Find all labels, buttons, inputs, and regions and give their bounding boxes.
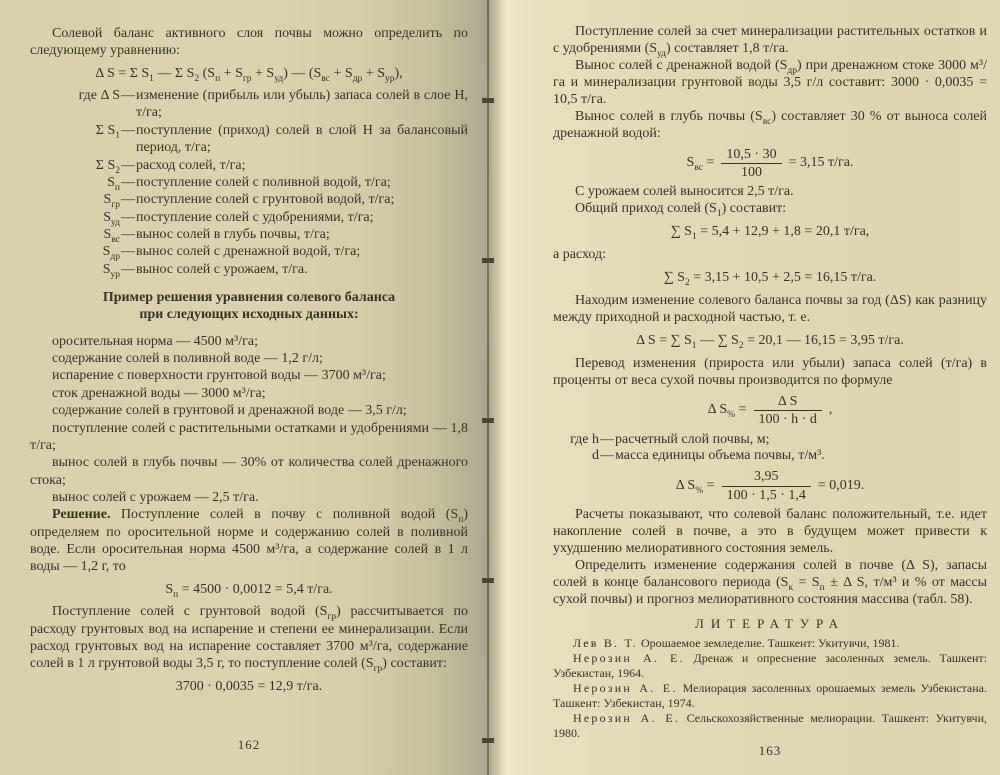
page-number: 162 bbox=[237, 737, 261, 752]
definition-text: изменение (прибыль или убыль) запаса солей в слое Н, т/га; bbox=[136, 88, 468, 121]
paragraph-nahodim: Находим изменение солевого баланса почвы за год (ΔS) как разницу между приходной и расходной частью, т. е. bbox=[553, 293, 987, 325]
example-heading: Пример решения уравнения солевого баланса при следующих исходных данных: bbox=[102, 290, 396, 323]
where-block bbox=[553, 432, 987, 466]
book-gutter bbox=[473, 0, 505, 775]
definition-text: вынос солей с урожаем, т/га. bbox=[136, 261, 308, 277]
left-page bbox=[0, 0, 473, 775]
definition-term: где Δ S bbox=[78, 88, 120, 104]
definition-row: $S_{ур}$ — вынос солей с урожаем, т/га. bbox=[30, 261, 468, 278]
reference-item bbox=[553, 651, 987, 681]
given-item: содержание солей в грунтовой и дренажной воде — 3,5 г/л; bbox=[52, 403, 407, 419]
equation-sgr: 3700 · 0,0035 = 12,9 т/га. bbox=[175, 678, 323, 694]
reference-author: Нерозин А. Е. bbox=[573, 650, 685, 665]
paragraph-svs: Вынос солей в глубь почвы $(S_{вс})$ составляет 30 % от выноса солей дренажной водой: bbox=[553, 108, 987, 141]
fraction-equation-formula: Δ $S_{\%}$ = $\frac{\text{Δ S}}{100 \cdot h \cdot d}$ , bbox=[707, 393, 833, 428]
fraction: $\frac{10,5 \cdot 30}{100}$ bbox=[721, 147, 781, 181]
definition-row: $S_{гр}$ — поступление солей с грунтовой водой, т/га; bbox=[30, 191, 468, 208]
given-item: вынос солей с урожаем — 2,5 т/га. bbox=[52, 489, 259, 505]
paragraph-rashod: а расход: bbox=[553, 247, 607, 263]
given-item: испарение с поверхности грунтовой воды — 3700 м³/га; bbox=[52, 368, 386, 384]
paragraph-perevod: Перевод изменения (прироста или убыли) запаса солей (т/га) в проценты от веса сухой почвы производится по формуле bbox=[553, 355, 987, 388]
solution-paragraph: Решение. Поступление солей в почву с поливной водой $(S_п)$ определяем по оросительной норме и содержанию солей в поливной воде. Если оросительная норма 4500 м³/га, а содержание солей в 1 л воды — 1,2 г, то bbox=[30, 507, 468, 575]
definition-row: $S_п$ — поступление солей с поливной водой, т/га; bbox=[30, 174, 468, 191]
left-page-content bbox=[30, 25, 468, 725]
definition-row: $S_{вс}$ — вынос солей в глубь почвы, т/га; bbox=[30, 226, 468, 243]
definition-term: Σ $S_2$ bbox=[95, 157, 120, 176]
reference-author: Лев В. Т. bbox=[573, 635, 638, 650]
main-equation: Δ S = Σ $S_1$ — Σ $S_2$ $(S_п + S_{гр} + S_{уд})$ — $(S_{вс} + S_{др} + S_{ур})$, bbox=[95, 65, 403, 84]
reference-item bbox=[553, 681, 987, 711]
binding-stitches bbox=[482, 0, 494, 775]
page-number: 163 bbox=[758, 743, 782, 758]
right-page-content bbox=[553, 24, 987, 740]
reference-author: Нерозин А. Е. bbox=[573, 680, 678, 695]
where-row: где h — расчетный слой почвы, м; bbox=[570, 431, 770, 447]
reference-author: Нерозин А. Е. bbox=[573, 710, 681, 725]
definition-row: где Δ S — изменение (прибыль или убыль) запаса солей в слое Н, т/га; bbox=[30, 87, 468, 122]
equation-sp: $S_п = 4500 \cdot 0,0012 = 5,4$ т/га. bbox=[165, 581, 333, 600]
definition-row: Σ $S_2$ — расход солей, т/га; bbox=[30, 157, 468, 174]
where-row: d — масса единицы объема почвы, т/м³. bbox=[592, 448, 825, 464]
reference-item bbox=[553, 636, 987, 651]
definition-term: $S_п$ bbox=[107, 174, 120, 193]
paragraph-sud: Поступление солей за счет минерализации растительных остатков и с удобрениями $(S_{уд})$ составляет 1,8 т/га. bbox=[553, 24, 987, 59]
reference-text: Орошаемое земледелие. Ташкент: Укитувчи, 1981. bbox=[640, 635, 900, 650]
given-item: оросительная норма — 4500 м³/га; bbox=[52, 333, 258, 349]
given-item: вынос солей в глубь почвы — 30% от количества солей дренажного стока; bbox=[30, 455, 468, 488]
definition-text: поступление солей с грунтовой водой, т/га; bbox=[136, 192, 395, 208]
definition-term: $S_{ур}$ bbox=[102, 261, 120, 280]
paragraph-sdr: Вынос солей с дренажной водой $(S_{др})$ при дренажном стоке 3000 м³/га и минерализации грунтовой воды 3,5 г/л составит: 3000 · 0,0035 = 10,5 т/га. bbox=[553, 57, 987, 107]
equation-delta: Δ S = ∑ $S_1$ — ∑ $S_2 = 20,1$ — 16,15 = 3,95 т/га. bbox=[636, 332, 904, 351]
definition-term: Σ $S_1$ bbox=[95, 122, 120, 141]
definition-text: вынос солей в глубь почвы, т/га; bbox=[136, 226, 330, 242]
definition-text: поступление (приход) солей в слой Н за балансовый период, т/га; bbox=[136, 122, 468, 156]
definitions-block bbox=[30, 87, 468, 278]
definition-term: $S_{гр}$ bbox=[103, 192, 120, 211]
fraction-equation-calc: Δ $S_{\%}$ = $\frac{3,95}{100 \cdot 1,5 \cdot 1,4}$ = 0,019. bbox=[675, 469, 865, 503]
definition-term: $S_{вс}$ bbox=[103, 226, 120, 245]
fraction-equation-svs: $S_{вс}$ = $\frac{10,5 \cdot 30}{100}$ = 3,15 т/га. bbox=[686, 146, 854, 180]
paragraph-raschety: Расчеты показывают, что солевой баланс положительный, т.е. идет накопление солей в почве, а это в будущем может привести к ухудшению мелиоративного состояния земель. bbox=[553, 507, 987, 557]
given-item: содержание солей в поливной воде — 1,2 г/л; bbox=[52, 351, 323, 367]
paragraph-sgr: Поступление солей с грунтовой водой $(S_{гр})$ рассчитывается по расходу грунтовых вод на испарение и степени ее минерализации. Если расход грунтовых вод на испарение составляет 3700 м³/га, содержание солей в 1 л грунтовой воды 3,5 г, то поступление солей $(S_{гр})$ составит: bbox=[30, 604, 468, 675]
references-list bbox=[553, 636, 987, 741]
given-item: поступление солей с растительными остатками и удобрениями — 1,8 т/га; bbox=[30, 420, 468, 453]
reference-text: Дренаж и опреснение засоленных земель. Ташкент: Узбекистан, 1964. bbox=[553, 650, 987, 680]
definition-text: вынос солей с дренажной водой, т/га; bbox=[136, 244, 361, 260]
reference-text: Сельскохозяйственные мелиорации. Ташкент: Укитувчи, 1980. bbox=[553, 710, 987, 740]
reference-text: Мелиорация засоленных орошаемых земель Узбекистана. Ташкент: Узбекистан, 1974. bbox=[553, 680, 987, 710]
right-page bbox=[505, 0, 1000, 775]
fraction: $\frac{3,95}{100 \cdot 1,5 \cdot 1,4}$ bbox=[722, 469, 811, 503]
literature-heading: ЛИТЕРАТУРА bbox=[695, 615, 845, 631]
equation-sum1: ∑ $S_1 = 5,4 + 12,9 + 1,8 = 20,1$ т/га, bbox=[670, 224, 870, 243]
reference-item bbox=[553, 711, 987, 741]
given-item: сток дренажной воды — 3000 м³/га; bbox=[52, 385, 266, 401]
given-data-list bbox=[30, 333, 468, 507]
fraction: $\frac{\text{Δ S}}{100 \cdot h \cdot d}$ bbox=[754, 394, 822, 428]
definition-row: $S_{др}$ — вынос солей с дренажной водой, т/га; bbox=[30, 243, 468, 260]
paragraph-opredelit: Определить изменение содержания солей в почве (Δ S), запасы солей в конце балансового периода ($S_к = S_п \pm \Delta$ S, т/м³ и % от массы сухой почвы) и прогноз мелиоративного состояния массива (табл. 58). bbox=[553, 557, 987, 607]
equation-sum2: ∑ $S_2 = 3,15 + 10,5 + 2,5 = 16,15$ т/га. bbox=[663, 270, 877, 288]
intro-paragraph: Солевой баланс активного слоя почвы можно определить по следующему уравнению: bbox=[30, 26, 468, 59]
paragraph-income: Общий приход солей $(S_1)$ составит: bbox=[575, 201, 787, 220]
definition-term: $S_{уд}$ bbox=[103, 209, 120, 228]
definition-term: $S_{др}$ bbox=[102, 244, 120, 263]
paragraph-harvest: С урожаем солей выносится 2,5 т/га. bbox=[575, 184, 794, 200]
definition-text: расход солей, т/га; bbox=[136, 157, 246, 173]
definition-text: поступление солей с удобрениями, т/га; bbox=[136, 209, 374, 225]
definition-text: поступление солей с поливной водой, т/га; bbox=[136, 174, 391, 190]
definition-row: Σ $S_1$ — поступление (приход) солей в слой Н за балансовый период, т/га; bbox=[30, 122, 468, 157]
definition-row: $S_{уд}$ — поступление солей с удобрениями, т/га; bbox=[30, 209, 468, 226]
